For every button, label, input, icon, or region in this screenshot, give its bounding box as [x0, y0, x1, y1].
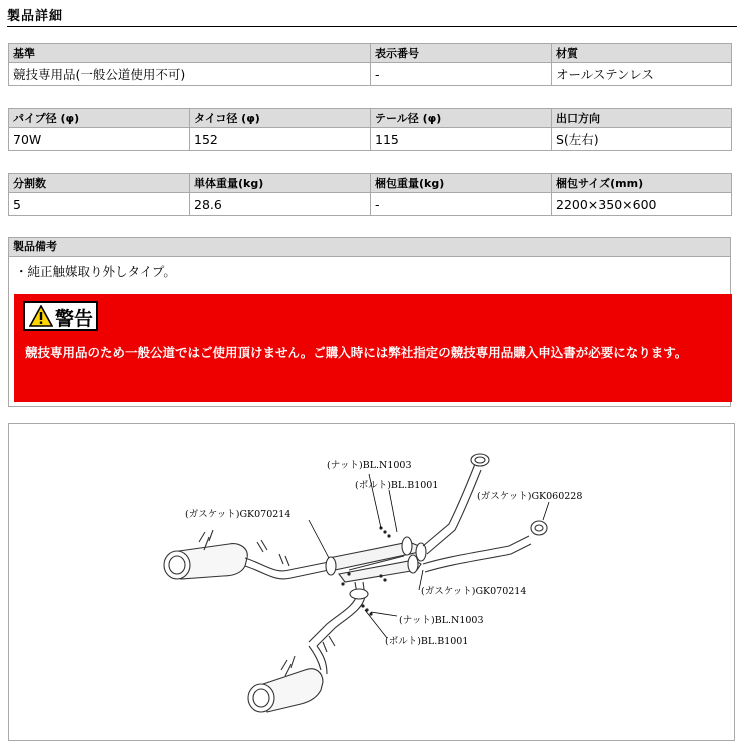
- notes-line: ・純正触媒取り外しタイプ。: [15, 264, 176, 279]
- value-silencer-diameter: 152: [190, 128, 371, 151]
- value-package-weight: -: [371, 193, 552, 216]
- value-standard: 競技専用品(一般公道使用不可): [9, 63, 371, 86]
- label-nut-bottom: (ナット)BL.N1003: [399, 615, 484, 626]
- table-header-row: [9, 109, 732, 128]
- header-unit-weight: 単体重量(kg): [190, 174, 371, 193]
- value-display-number: -: [371, 63, 552, 86]
- header-exit-direction: 出口方向: [552, 109, 732, 128]
- header-package-size: 梱包サイズ(mm): [552, 174, 732, 193]
- product-notes: [8, 237, 731, 407]
- value-material: オールステンレス: [552, 63, 732, 86]
- spec-table-dimensions: [8, 108, 732, 151]
- header-tail-diameter: テール径 (φ): [371, 109, 552, 128]
- header-material: 材質: [552, 44, 732, 63]
- spec-table-standard: [8, 43, 732, 86]
- notes-header: 製品備考: [9, 238, 730, 257]
- spec-table-weight: [8, 173, 732, 216]
- header-display-number: 表示番号: [371, 44, 552, 63]
- value-pieces: 5: [9, 193, 190, 216]
- exhaust-system-drawing: [9, 424, 736, 742]
- table-row: [9, 63, 732, 86]
- label-bolt-top: (ボルト)BL.B1001: [355, 480, 439, 491]
- value-unit-weight: 28.6: [190, 193, 371, 216]
- exhaust-diagram: [8, 423, 735, 741]
- header-pipe-diameter: パイプ径 (φ): [9, 109, 190, 128]
- value-package-size: 2200×350×600: [552, 193, 732, 216]
- warning-triangle-icon: [29, 305, 53, 327]
- header-standard: 基準: [9, 44, 371, 63]
- table-header-row: [9, 174, 732, 193]
- warning-badge: [23, 301, 98, 331]
- header-pieces: 分割数: [9, 174, 190, 193]
- table-row: [9, 128, 732, 151]
- warning-label: 警告: [55, 308, 94, 330]
- value-exit-direction: S(左右): [552, 128, 732, 151]
- header-silencer-diameter: タイコ径 (φ): [190, 109, 371, 128]
- value-pipe-diameter: 70W: [9, 128, 190, 151]
- label-nut-top: (ナット)BL.N1003: [327, 460, 412, 471]
- label-gasket-right: (ガスケット)GK060228: [477, 491, 583, 502]
- label-bolt-bottom: (ボルト)BL.B1001: [385, 636, 469, 647]
- header-package-weight: 梱包重量(kg): [371, 174, 552, 193]
- title-divider: [7, 26, 737, 27]
- page-title: 製品詳細: [7, 9, 64, 24]
- table-row: [9, 193, 732, 216]
- label-gasket-mid: (ガスケット)GK070214: [421, 586, 527, 597]
- warning-banner: [14, 294, 732, 402]
- table-header-row: [9, 44, 732, 63]
- warning-text: 競技専用品のため一般公道ではご使用頂けません。ご購入時には弊社指定の競技専用品購入申込書が必要になります。: [25, 345, 688, 360]
- label-gasket-left: (ガスケット)GK070214: [185, 509, 291, 520]
- value-tail-diameter: 115: [371, 128, 552, 151]
